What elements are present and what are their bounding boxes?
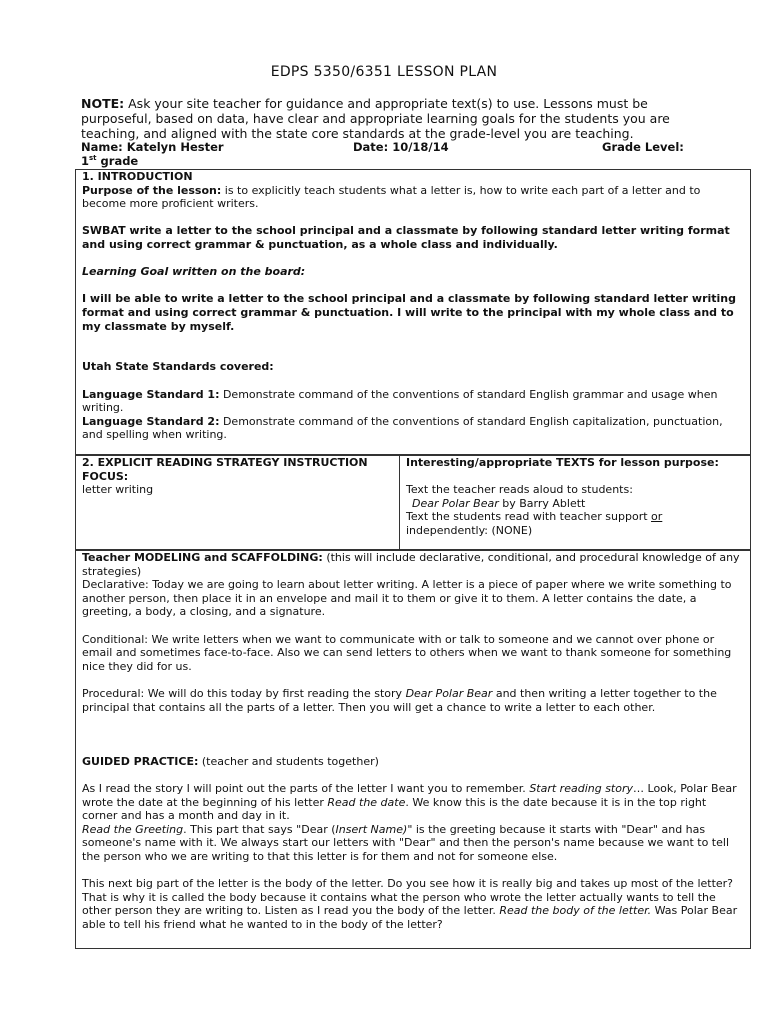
texts-cell — [400, 456, 750, 549]
g1-italic-2: Read the date — [327, 795, 406, 809]
grade-level-label: Grade Level: — [602, 140, 684, 154]
g1-italic-1: Start reading story — [529, 782, 634, 796]
g1-text-b: … Look, Polar Bear wrote the date at the beginning of his letter — [82, 782, 737, 809]
conditional-paragraph: Conditional: We write letters when we want to communicate with or talk to someone and we cannot over phone or email and sometimes face-to-face. Also we can send letters to others when we want to thank someone for something nice they did for us. — [82, 632, 732, 673]
read-aloud-label: Text the teacher reads aloud to students: — [406, 483, 633, 497]
grade-word: grade — [96, 154, 139, 168]
guided-practice-note: (teacher and students together) — [198, 754, 379, 768]
procedural-paragraph — [82, 687, 744, 714]
standard-2-text: Demonstrate command of the conventions of standard English capitalization, punctuation, and spelling when writing. — [82, 414, 723, 442]
strategy-focus-cell — [76, 456, 400, 549]
g2-text-a: . This part that says "Dear ( — [183, 822, 336, 836]
purpose-paragraph — [82, 184, 744, 211]
g1-text-a: As I read the story I will point out the parts of the letter I want you to remember. — [82, 782, 530, 796]
introduction-heading: 1. INTRODUCTION — [82, 170, 193, 183]
purpose-text: is to explicitly teach students what a letter is, how to write each part of a letter and to become more proficient writers. — [82, 183, 701, 211]
student-text-line — [406, 510, 744, 524]
guided-practice-heading: GUIDED PRACTICE: — [82, 754, 199, 768]
grade-suffix: st — [89, 154, 97, 163]
g3-text-a: This next big part of the letter is the body of the letter. Do you see how it is really big and takes up most of the letter? That is why it is called the body because it contains what the person who wrote the letter actually wants to tell the other person they are writing to. Listen as I read you the body of the letter. — [82, 877, 734, 918]
grade-level-value — [81, 154, 138, 168]
standard-2-label: Language Standard 2: — [82, 414, 220, 428]
student-text-label: Text the students read with teacher support — [406, 510, 652, 524]
swbat-objective: SWBAT write a letter to the school principal and a classmate by following standard letter writing format and using correct grammar & punctuation, as a whole class and individually. — [82, 224, 730, 251]
read-aloud-title: Dear Polar Bear — [412, 496, 499, 510]
procedural-story-title: Dear Polar Bear — [405, 686, 493, 700]
language-standard-2 — [82, 415, 744, 442]
strategy-focus-heading: 2. EXPLICIT READING STRATEGY INSTRUCTION FOCUS: — [82, 456, 368, 483]
introduction-section — [75, 169, 751, 455]
grade-number: 1 — [81, 154, 90, 168]
standards-heading: Utah State Standards covered: — [82, 360, 274, 374]
texts-heading: Interesting/appropriate TEXTS for lesson purpose: — [406, 456, 719, 469]
note-label: NOTE: — [81, 96, 125, 111]
modeling-heading: Teacher MODELING and SCAFFOLDING: — [82, 551, 323, 564]
modeling-heading-line — [82, 551, 744, 578]
g3-text-b: Was Polar Bear able to tell his friend what he wanted to in the body of the letter? — [82, 904, 738, 932]
note-paragraph — [81, 96, 681, 141]
reading-strategy-section — [75, 455, 751, 550]
language-standard-1 — [82, 388, 744, 415]
learning-goal-text: I will be able to write a letter to the school principal and a classmate by following standard letter writing format and using correct grammar & punctuation. I will write to the principal with my whole class and to my classmate by myself. — [82, 292, 737, 333]
procedural-text-b: and then writing a letter together to the principal that contains all the parts of a letter. Then you will get a chance to write a letter to each other. — [82, 686, 717, 714]
g1-text-c: . We know this is the date because it is in the top right corner and has a month and day in it. — [82, 795, 707, 823]
standard-1-label: Language Standard 1: — [82, 387, 220, 401]
g2-italic-2: Insert Name) — [335, 822, 408, 836]
strategy-focus-value: letter writing — [82, 483, 154, 497]
declarative-paragraph: Declarative: Today we are going to learn about letter writing. A letter is a piece of paper where we write something to another person, then place it in an envelope and mail it to them or give it to them. A letter contains the date, a greeting, a body, a closing, and a signature. — [82, 578, 732, 619]
student-text-or: or — [651, 510, 663, 524]
guided-paragraph-greeting — [82, 823, 744, 864]
g3-italic: Read the body of the letter. — [499, 904, 652, 918]
g2-italic-1: Read the Greeting — [82, 822, 184, 836]
student-text-value: independently: (NONE) — [406, 523, 533, 537]
standard-1-text: Demonstrate command of the conventions of standard English grammar and usage when writing. — [82, 387, 718, 415]
modeling-section — [75, 550, 751, 949]
guided-paragraph-date — [82, 782, 744, 823]
modeling-heading-note: (this will include declarative, conditional, and procedural knowledge of any strategies) — [82, 551, 740, 578]
guided-practice-line — [82, 755, 744, 769]
learning-goal-label: Learning Goal written on the board: — [82, 265, 306, 279]
purpose-label: Purpose of the lesson: — [82, 183, 222, 197]
page-title: EDPS 5350/6351 LESSON PLAN — [270, 64, 498, 80]
note-text: Ask your site teacher for guidance and appropriate text(s) to use. Lessons must be purposeful, based on data, have clear and appropriate learning goals for the students you are teaching, and aligned with the state core standards at the grade-level you are teaching. — [81, 96, 670, 141]
procedural-text-a: Procedural: We will do this today by first reading the story — [82, 686, 406, 700]
read-aloud-text — [406, 497, 744, 511]
guided-paragraph-body — [82, 877, 744, 931]
teacher-name: Name: Katelyn Hester — [81, 140, 224, 154]
read-aloud-author: by Barry Ablett — [498, 496, 586, 510]
g2-text-b: " is the greeting because it starts with "Dear" and has someone's name with it. We always start our letters with "Dear" and then the person's name because we want to tell the person who we are writing to that this letter is for them and not for someone else. — [82, 822, 730, 864]
lesson-date: Date: 10/18/14 — [353, 140, 449, 154]
